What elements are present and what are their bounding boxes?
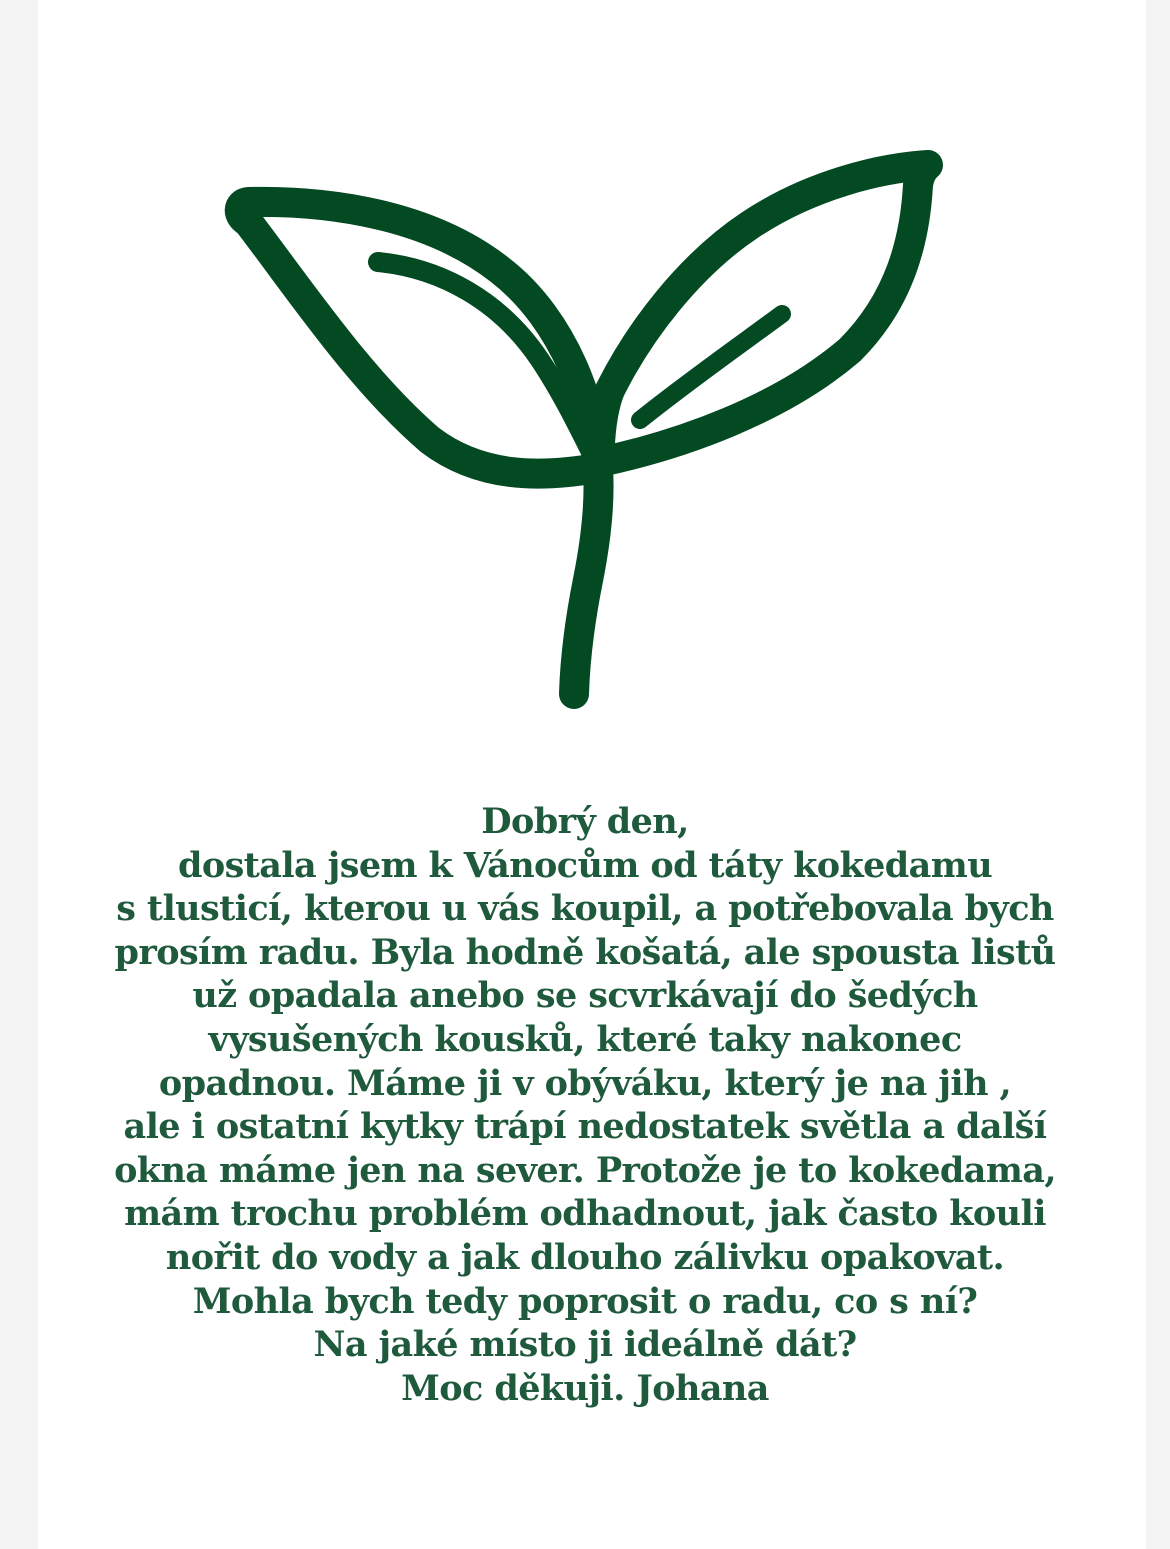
sprout-icon: [0, 0, 1170, 760]
left-leaf-outline: [240, 202, 597, 474]
message-line: Dobrý den,: [481, 801, 689, 842]
message-line: ale i ostatní kytky trápí nedostatek světla a další: [123, 1106, 1047, 1148]
message-line: Mohla bych tedy poprosit o radu, co s ní?: [192, 1280, 978, 1322]
message-line: už opadala anebo se scvrkávají do šedých: [192, 975, 978, 1017]
message-line: vysušených kousků, které taky nakonec: [208, 1018, 962, 1060]
message-line: okna máme jen na sever. Protože je to kokedama,: [114, 1149, 1056, 1191]
message-text: [0, 800, 1170, 1410]
message-line: prosím radu. Byla hodně košatá, ale spousta listů: [114, 931, 1056, 973]
message-line: nořit do vody a jak dlouho zálivku opakovat.: [165, 1236, 1005, 1278]
message-line: Moc děkuji. Johana: [401, 1367, 769, 1409]
message-line: Na jaké místo ji ideálně dát?: [313, 1324, 857, 1366]
stem: [574, 468, 599, 694]
message-line: dostala jsem k Vánocům od táty kokedamu: [177, 844, 993, 886]
message-line: s tlusticí, kterou u vás koupil, a potřebovala bych: [116, 888, 1054, 930]
message-line: opadnou. Máme ji v obýváku, který je na jih ,: [158, 1062, 1012, 1104]
message-line: mám trochu problém odhadnout, jak často kouli: [124, 1193, 1046, 1235]
